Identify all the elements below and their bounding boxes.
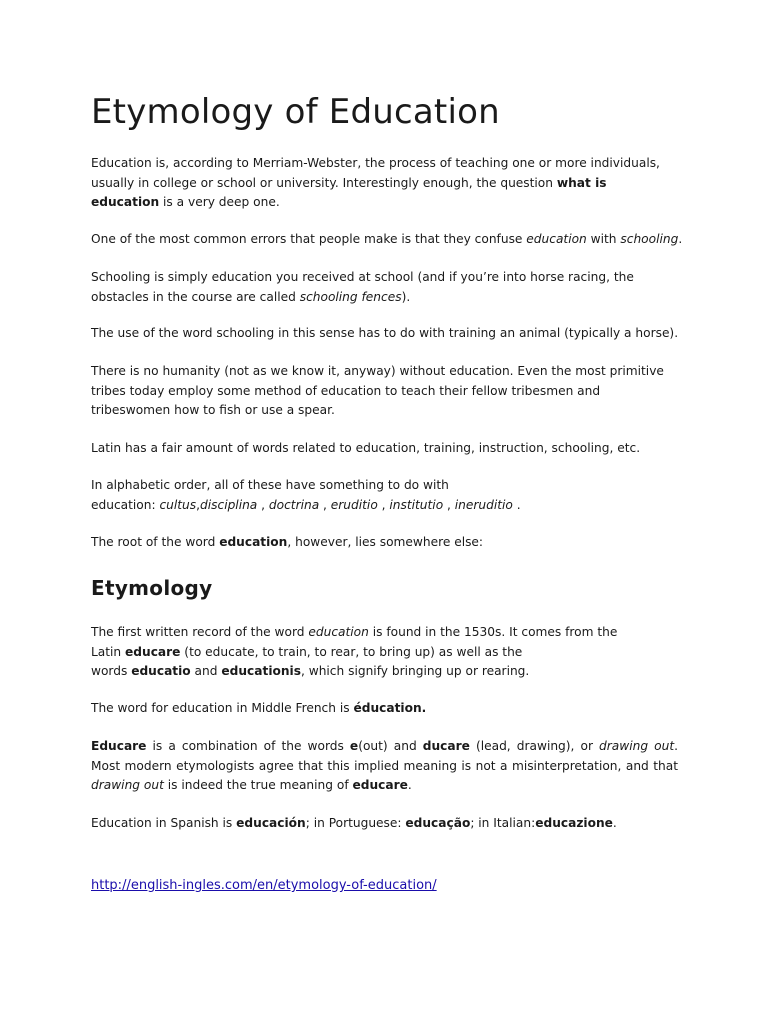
p8-bold-education: education bbox=[219, 535, 288, 549]
p7-line-1: In alphabetic order, all of these have something to do with bbox=[91, 478, 449, 492]
p2-text-a: One of the most common errors that people make is that they confuse bbox=[91, 232, 527, 246]
p5-text: There is no humanity (not as we know it, anyway) without education. Even the most primitive tribes today employ some method of education to teach their fellow tribesmen and tribeswomen how to fish or use a spear. bbox=[91, 364, 664, 417]
latin-word-disciplina: disciplina bbox=[200, 497, 258, 512]
p11-italic-drawing-out: drawing out bbox=[599, 739, 675, 753]
p9-text-a: The first written record of the word bbox=[91, 625, 309, 639]
p12-text-b: ; in Portuguese: bbox=[305, 816, 406, 830]
p1-bold-what-is-education: what is bbox=[556, 175, 607, 190]
p6-text: Latin has a fair amount of words related to education, training, instruction, schooling, etc. bbox=[91, 441, 641, 455]
p9-text-g: , which signify bringing up or rearing. bbox=[300, 664, 530, 678]
p2-italic-schooling: schooling bbox=[620, 232, 679, 246]
p12-bold-spanish: educación bbox=[236, 816, 306, 830]
paragraph-1 bbox=[91, 154, 691, 213]
latin-word-ineruditio: ineruditio bbox=[454, 497, 513, 512]
p12-text-c: ; in Italian: bbox=[470, 816, 536, 830]
p3-text-c: ). bbox=[401, 289, 411, 304]
paragraph-7 bbox=[91, 476, 691, 515]
paragraph-12 bbox=[91, 814, 691, 834]
p10-bold-education-french: éducation. bbox=[353, 701, 427, 715]
p9-text-d: (to educate, to train, to rear, to bring up) as well as the bbox=[180, 644, 523, 659]
p11-text-c: (lead, drawing), or bbox=[469, 739, 600, 753]
p7-line-2: education: cultus,disciplina , doctrina , eruditio , institutio , ineruditio . bbox=[91, 497, 521, 512]
paragraph-4 bbox=[91, 324, 691, 344]
p2-text-b: with bbox=[586, 232, 621, 246]
paragraph-10 bbox=[91, 699, 691, 719]
p7-end: . bbox=[516, 497, 521, 512]
p9-text-c: Latin bbox=[91, 644, 126, 659]
p8-text-a: The root of the word bbox=[91, 535, 220, 549]
latin-word-doctrina: doctrina bbox=[268, 497, 320, 512]
p9-text-b: is found in the 1530s. It comes from the bbox=[368, 625, 618, 639]
latin-word-institutio: institutio bbox=[389, 497, 444, 512]
p2-italic-education: education bbox=[526, 232, 587, 246]
p11-text-f: . bbox=[407, 778, 412, 792]
section-heading-etymology: Etymology bbox=[91, 576, 213, 600]
p11-bold-e: e bbox=[349, 739, 359, 753]
p11-bold-educare-2: educare bbox=[352, 778, 408, 792]
p7-lead: education: bbox=[91, 497, 160, 512]
p9-bold-educatio: educatio bbox=[131, 664, 191, 678]
p1-text: usually in college or school or university. Interestingly enough, the question bbox=[91, 175, 557, 190]
p2-text-c: . bbox=[678, 232, 683, 246]
p10-text-a: The word for education in Middle French is bbox=[91, 701, 354, 715]
p4-text: The use of the word schooling in this sense has to do with training an animal (typically a horse). bbox=[91, 326, 679, 340]
p9-text-e: words bbox=[91, 664, 132, 678]
p1-line-3 bbox=[91, 193, 691, 213]
p11-italic-drawing-out-2: drawing out bbox=[91, 778, 164, 792]
p11-bold-ducare: ducare bbox=[422, 739, 470, 753]
p11-text-a: is a combination of the words bbox=[146, 739, 350, 753]
p12-bold-italian: educazione bbox=[535, 816, 613, 830]
p9-bold-educare: educare bbox=[125, 644, 181, 659]
paragraph-5 bbox=[91, 362, 681, 421]
latin-word-cultus: cultus bbox=[159, 497, 197, 512]
p12-bold-portuguese: educação bbox=[405, 816, 471, 830]
p11-text-e: is indeed the true meaning of bbox=[163, 778, 353, 792]
p12-text-d: . bbox=[612, 816, 617, 830]
p1-text: Education is, according to Merriam-Webster, the process of teaching one or more individuals, bbox=[91, 156, 660, 170]
p3-text-a: Schooling is simply education you received at school (and if you’re into horse racing, the obstacles in the course are called bbox=[91, 270, 634, 304]
paragraph-8 bbox=[91, 533, 691, 553]
p12-text-a: Education in Spanish is bbox=[91, 816, 237, 830]
p3-italic-fences: schooling fences bbox=[299, 289, 402, 304]
p11-text-b: (out) and bbox=[358, 739, 423, 753]
p1-line-1 bbox=[91, 154, 691, 174]
p9-bold-educationis: educationis bbox=[221, 664, 301, 678]
p9-text-f: and bbox=[190, 664, 222, 678]
p8-text-c: , however, lies somewhere else: bbox=[287, 535, 484, 549]
latin-word-eruditio: eruditio bbox=[330, 497, 378, 512]
paragraph-2 bbox=[91, 230, 691, 250]
source-link[interactable]: http://english-ingles.com/en/etymology-of-education/ bbox=[91, 878, 437, 893]
p11-bold-educare: Educare bbox=[91, 739, 147, 753]
p1-line-2 bbox=[91, 174, 691, 194]
p1-text: is a very deep one. bbox=[159, 195, 280, 209]
p1-bold-what-is-education: education bbox=[91, 195, 160, 209]
p11-text-d: . Most modern etymologists agree that this implied meaning is not a misinterpretation, and that bbox=[91, 739, 678, 773]
paragraph-6 bbox=[91, 439, 691, 459]
paragraph-9 bbox=[91, 623, 691, 682]
paragraph-3 bbox=[91, 268, 636, 307]
paragraph-11 bbox=[91, 737, 678, 796]
page-title: Etymology of Education bbox=[91, 92, 500, 132]
p9-italic-education: education bbox=[308, 625, 369, 639]
